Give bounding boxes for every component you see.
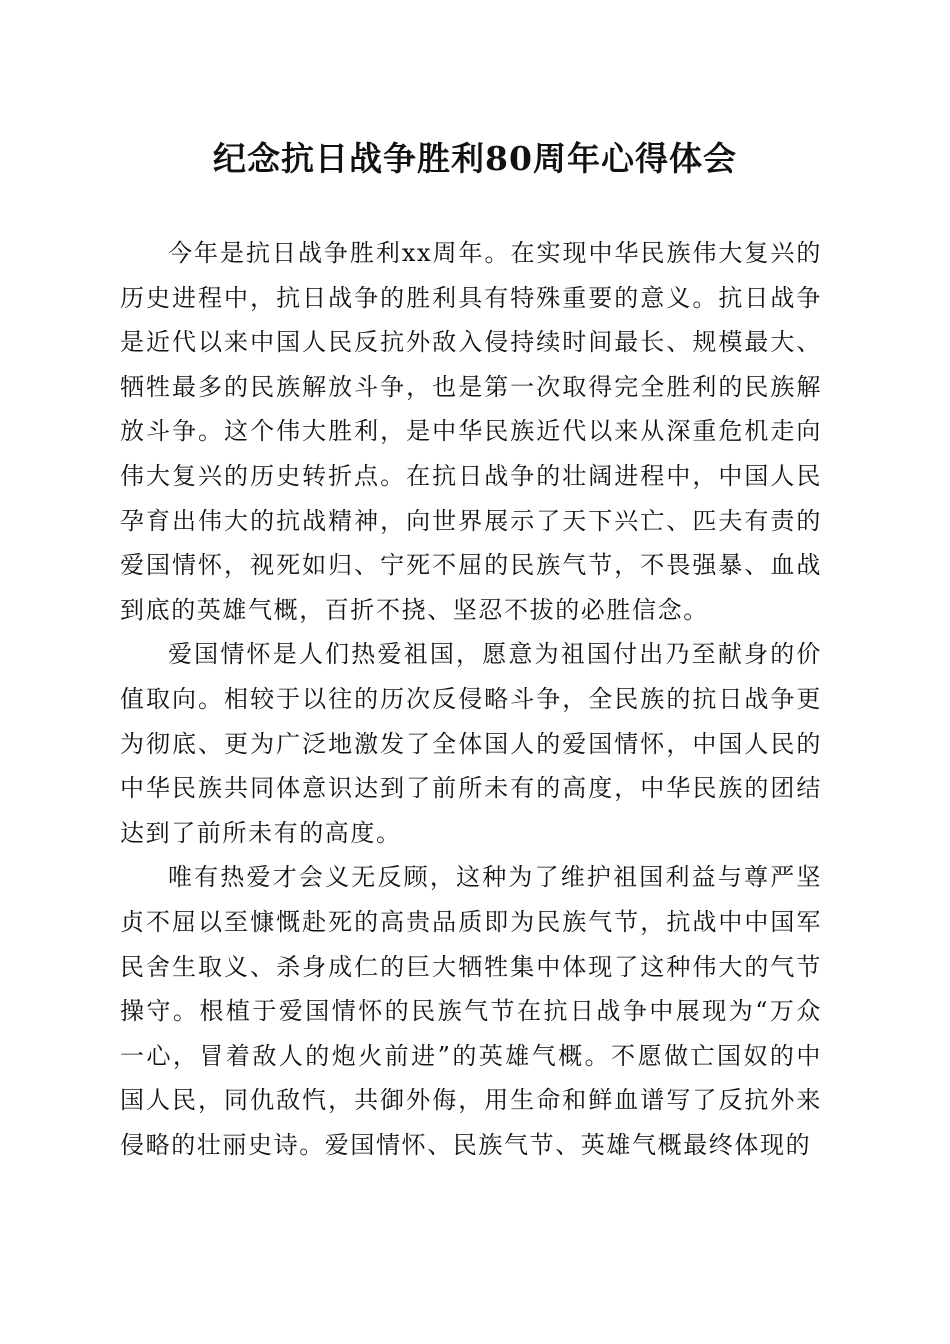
paragraph-1: 今年是抗日战争胜利xx周年。在实现中华民族伟大复兴的历史进程中，抗日战争的胜利具有特殊重要的意义。抗日战争是近代以来中国人民反抗外敌入侵持续时间最长、规模最大、牺牲最多的民族解放斗争，也是第一次取得完全胜利的民族解放斗争。这个伟大胜利，是中华民族近代以来从深重危机走向伟大复兴的历史转折点。在抗日战争的壮阔进程中，中国人民孕育出伟大的抗战精神，向世界展示了天下兴亡、匹夫有责的爱国情怀，视死如归、宁死不屈的民族气节，不畏强暴、血战到底的英雄气概，百折不挠、坚忍不拔的必胜信念。: [120, 239, 822, 624]
paragraph-3: 唯有热爱才会义无反顾，这种为了维护祖国利益与尊严坚贞不屈以至慷慨赴死的高贵品质即为民族气节，抗战中中国军民舍生取义、杀身成仁的巨大牺牲集中体现了这种伟大的气节操守。根植于爱国情怀的民族气节在抗日战争中展现为“万众一心，冒着敌人的炮火前进”的英雄气概。不愿做亡国奴的中国人民，同仇敌忾，共御外侮，用生命和鲜血谱写了反抗外来侵略的壮丽史诗。爱国情怀、民族气节、英雄气概最终体现的: [120, 863, 822, 1159]
paragraph-2: 爱国情怀是人们热爱祖国，愿意为祖国付出乃至献身的价值取向。相较于以往的历次反侵略斗争，全民族的抗日战争更为彻底、更为广泛地激发了全体国人的爱国情怀，中国人民的中华民族共同体意识达到了前所未有的高度，中华民族的团结达到了前所未有的高度。: [120, 640, 822, 847]
document-title: 纪念抗日战争胜利80周年心得体会: [213, 139, 737, 178]
document-body: [120, 231, 822, 1167]
